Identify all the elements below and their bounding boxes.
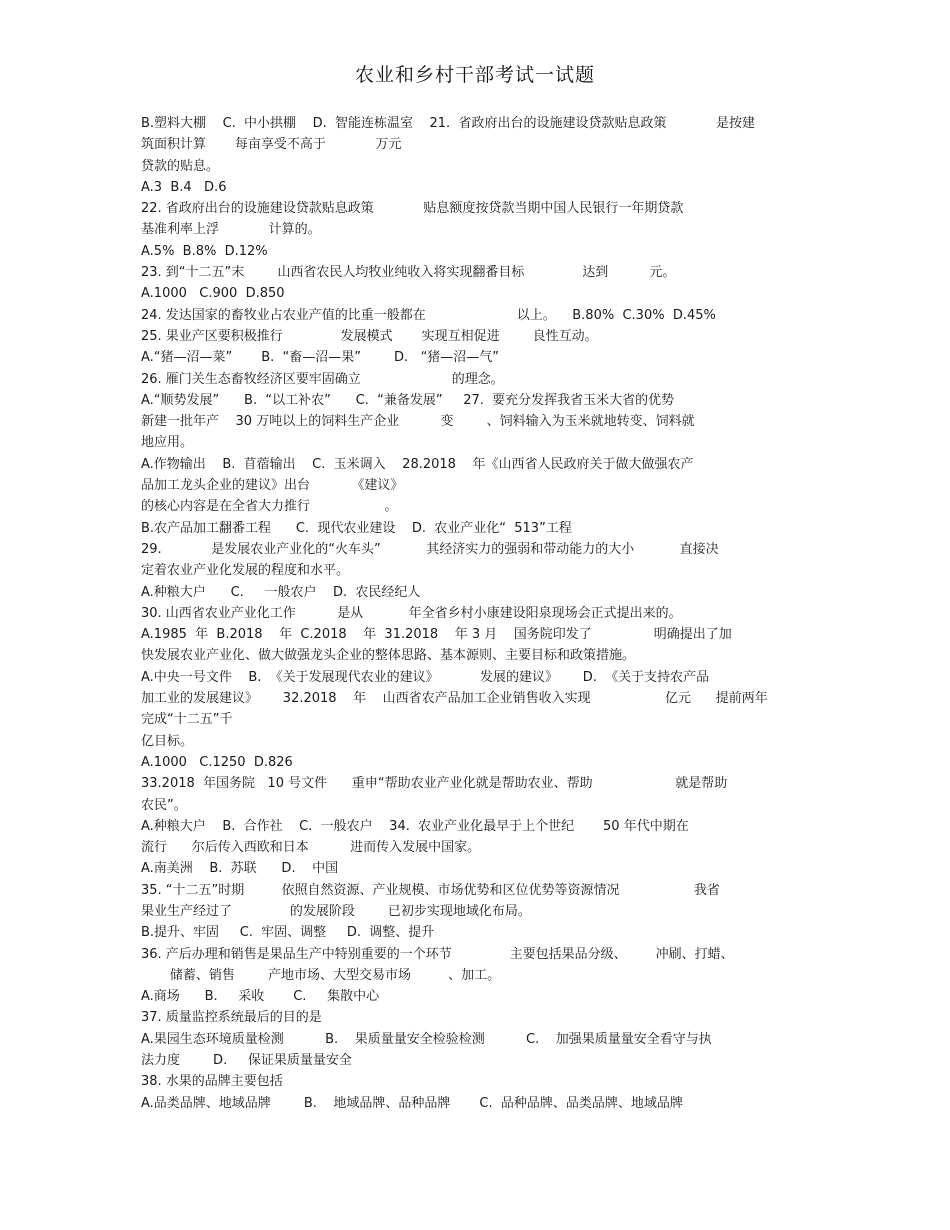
text-line: 26. 雁门关生态畜牧经济区要牢固确立 的理念。 [141,371,504,387]
text-line: 29. 是发展农业产业化的“火车头” 其经济实力的强弱和带动能力的大小 直接决 [141,541,719,557]
text-line: 地应用。 [141,435,194,451]
text-line: 果业生产经过了 的发展阶段 已初步实现地域化布局。 [141,903,531,919]
text-line: B.塑料大棚 C. 中小拱棚 D. 智能连栋温室 21. 省政府出台的设施建设贷款贴息政策 是按建 [141,116,756,131]
page-title: 农业和乡村干部考试一试题 [354,64,595,86]
text-line: A.商场 B. 采收 C. 集散中心 [141,989,380,1005]
text-line: A.1000 C.900 D.850 [141,286,285,302]
text-line: 快发展农业产业化、做大做强龙头企业的整体思路、基本源则、主要目标和政策措施。 [141,648,636,664]
text-line: 定着农业产业化发展的程度和水平。 [141,563,350,579]
text-line: 流行 尔后传入西欧和日本 进而传入发展中国家。 [141,840,481,856]
text-line: 农民”。 [141,797,187,813]
text-line: 新建一批年产 30 万吨以上的饲料生产企业 变 、饲料输入为玉米就地转变、饲料就 [141,414,695,430]
text-line: A.品类品牌、地域品牌 B. 地域品牌、品种品牌 C. 品种品牌、品类品牌、地域品牌 [141,1095,683,1111]
text-line: 22. 省政府出台的设施建设贷款贴息政策 贴息额度按贷款当期中国人民银行一年期贷款 [141,201,684,217]
text-line: 33.2018 年国务院 10 号文件 重申“帮助农业产业化就是帮助农业、帮助 就是帮助 [141,776,728,792]
text-line: A.果园生态环境质量检测 B. 果质量量安全检验检测 C. 加强果质量量安全看守与执 [141,1031,712,1047]
text-line: A.“顺势发展” B. “以工补农” C. “兼备发展” 27. 要充分发挥我省玉米大省的优势 [141,392,675,408]
text-line: 基准利率上浮 计算的。 [141,222,321,238]
text-line: A.种粮大户 B. 合作社 C. 一般农户 34. 农业产业化最早于上个世纪 50 年代中期在 [141,818,689,834]
text-line: 30. 山西省农业产业化工作 是从 年全省乡村小康建设阳泉现场会正式提出来的。 [141,605,682,621]
text-line: 储蓄、销售 产地市场、大型交易市场 、加工。 [141,967,501,983]
text-line: A.中央一号文件 B. 《关于发展现代农业的建议》 发展的建议》 D. 《关于支持农产品 [141,669,710,685]
text-line: B.提升、牢固 C. 牢固、调整 D. 调整、提升 [141,925,435,941]
text-line: 品加工龙头企业的建议》出台 《建议》 [141,478,404,494]
text-line: A.3 B.4 D.6 [141,179,227,195]
text-line: 35. “十二五”时期 依照自然资源、产业规模、市场优势和区位优势等资源情况 我省 [141,882,720,898]
text-line: A.5% B.8% D.12% [141,243,268,259]
text-line: A.种粮大户 C. 一般农户 D. 农民经纪人 [141,584,421,600]
text-line: 38. 水果的品牌主要包括 [141,1074,283,1090]
text-line: A.“猪—沼—菜” B. “畜—沼—果” D. “猪—沼—气” [141,350,500,366]
text-line: 筑面积计算 每亩享受不高于 万元 [141,137,402,153]
text-line: 24. 发达国家的畜牧业占农业产值的比重一般都在 以上。 B.80% C.30% D.45% [141,307,716,323]
text-line: 加工业的发展建议》 32.2018 年 山西省农产品加工企业销售收入实现 亿元 提前两年 [141,691,768,707]
text-line: 法力度 D. 保证果质量量安全 [141,1053,352,1069]
text-line: 36. 产后办理和销售是果品生产中特别重要的一个环节 主要包括果品分级、 冲刷、打蜡、 [141,946,734,962]
text-line: 的核心内容是在全省大力推行 。 [141,499,398,515]
text-line: 25. 果业产区要积极推行 发展模式 实现互相促进 良性互动。 [141,328,598,344]
text-line: A.1000 C.1250 D.826 [141,754,293,770]
text-line: A.1985 年 B.2018 年 C.2018 年 31.2018 年 3 月 国务院印发了 明确提出了加 [141,627,732,643]
text-line: A.南美洲 B. 苏联 D. 中国 [141,861,339,877]
text-line: 贷款的贴息。 [141,158,220,174]
text-line: 23. 到“十二五”末 山西省农民人均牧业纯收入将实现翻番目标 达到 元。 [141,265,676,281]
text-line: 完成“十二五”千 [141,712,233,728]
exam-content [141,113,821,1114]
text-line: 37. 质量监控系统最后的目的是 [141,1010,322,1026]
text-line: A.作物输出 B. 苜蓿输出 C. 玉米调入 28.2018 年《山西省人民政府关于做大做强农产 [141,456,694,472]
text-line: B.农产品加工翻番工程 C. 现代农业建设 D. 农业产业化“ 513”工程 [141,520,572,536]
text-line: 亿目标。 [141,733,194,749]
